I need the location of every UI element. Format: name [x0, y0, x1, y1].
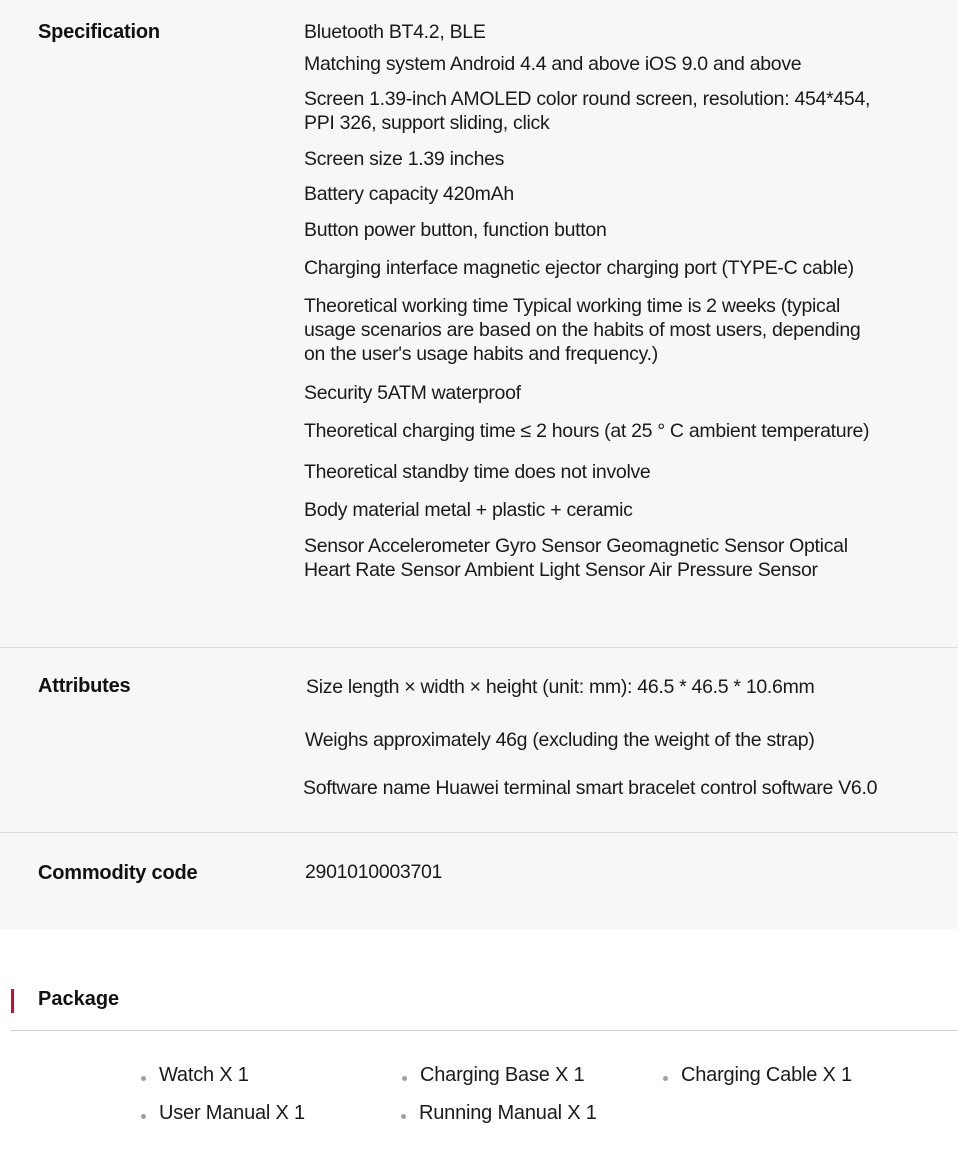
- specification-label: Specification: [38, 21, 160, 43]
- spec-line-standby: Theoretical standby time does not involve: [304, 461, 651, 483]
- spec-line-system: Matching system Android 4.4 and above iOS 9.0 and above: [304, 53, 802, 75]
- spec-line-charging-time: Theoretical charging time ≤ 2 hours (at 25 ° C ambient temperature): [304, 420, 870, 442]
- package-item-label: User Manual X 1: [159, 1102, 305, 1124]
- package-item-charging-cable: [681, 1064, 852, 1087]
- attr-line-software: Software name Huawei terminal smart bracelet control software V6.0: [303, 777, 878, 799]
- package-item-charging-base: [420, 1064, 584, 1087]
- bullet-icon: [401, 1114, 406, 1119]
- package-item-watch: [159, 1064, 249, 1087]
- spec-line-battery: Battery capacity 420mAh: [304, 183, 514, 205]
- spec-line-charging-interface: Charging interface magnetic ejector charging port (TYPE-C cable): [304, 257, 854, 279]
- spec-line-screen-cont: PPI 326, support sliding, click: [304, 112, 550, 134]
- commodity-code-label: Commodity code: [38, 862, 198, 884]
- bullet-icon: [141, 1114, 146, 1119]
- package-item-user-manual: [159, 1102, 305, 1125]
- spec-line-working-time-cont1: usage scenarios are based on the habits of most users, depending: [304, 319, 861, 341]
- package-accent-bar: [11, 989, 14, 1013]
- package-divider: [11, 1030, 958, 1031]
- spec-line-screen: Screen 1.39-inch AMOLED color round screen, resolution: 454*454,: [304, 88, 871, 110]
- package-item-label: Charging Cable X 1: [681, 1064, 852, 1086]
- spec-line-body-material: Body material metal + plastic + ceramic: [304, 499, 633, 521]
- spec-line-screen-size: Screen size 1.39 inches: [304, 148, 505, 170]
- commodity-code-value: 2901010003701: [305, 861, 443, 883]
- spec-line-working-time: Theoretical working time Typical working time is 2 weeks (typical: [304, 295, 841, 317]
- spec-line-security: Security 5ATM waterproof: [304, 382, 521, 404]
- package-title: Package: [38, 988, 120, 1010]
- package-item-label: Watch X 1: [159, 1064, 249, 1086]
- bullet-icon: [402, 1076, 407, 1081]
- spec-line-button: Button power button, function button: [304, 219, 607, 241]
- spec-line-bluetooth: Bluetooth BT4.2, BLE: [304, 21, 486, 43]
- package-item-running-manual: [419, 1102, 597, 1125]
- spec-line-sensor: Sensor Accelerometer Gyro Sensor Geomagnetic Sensor Optical: [304, 535, 848, 557]
- spec-line-sensor-cont: Heart Rate Sensor Ambient Light Sensor Air Pressure Sensor: [304, 559, 818, 581]
- package-item-label: Charging Base X 1: [420, 1064, 585, 1086]
- package-item-label: Running Manual X 1: [419, 1102, 597, 1124]
- attributes-section: [0, 648, 958, 832]
- attributes-label: Attributes: [38, 675, 131, 697]
- bullet-icon: [663, 1076, 668, 1081]
- attr-line-size: Size length × width × height (unit: mm): 46.5 * 46.5 * 10.6mm: [306, 676, 815, 698]
- bullet-icon: [141, 1076, 146, 1081]
- spec-line-working-time-cont2: on the user's usage habits and frequency.): [304, 343, 658, 365]
- attr-line-weight: Weighs approximately 46g (excluding the weight of the strap): [305, 729, 815, 751]
- commodity-code-section: [0, 833, 958, 929]
